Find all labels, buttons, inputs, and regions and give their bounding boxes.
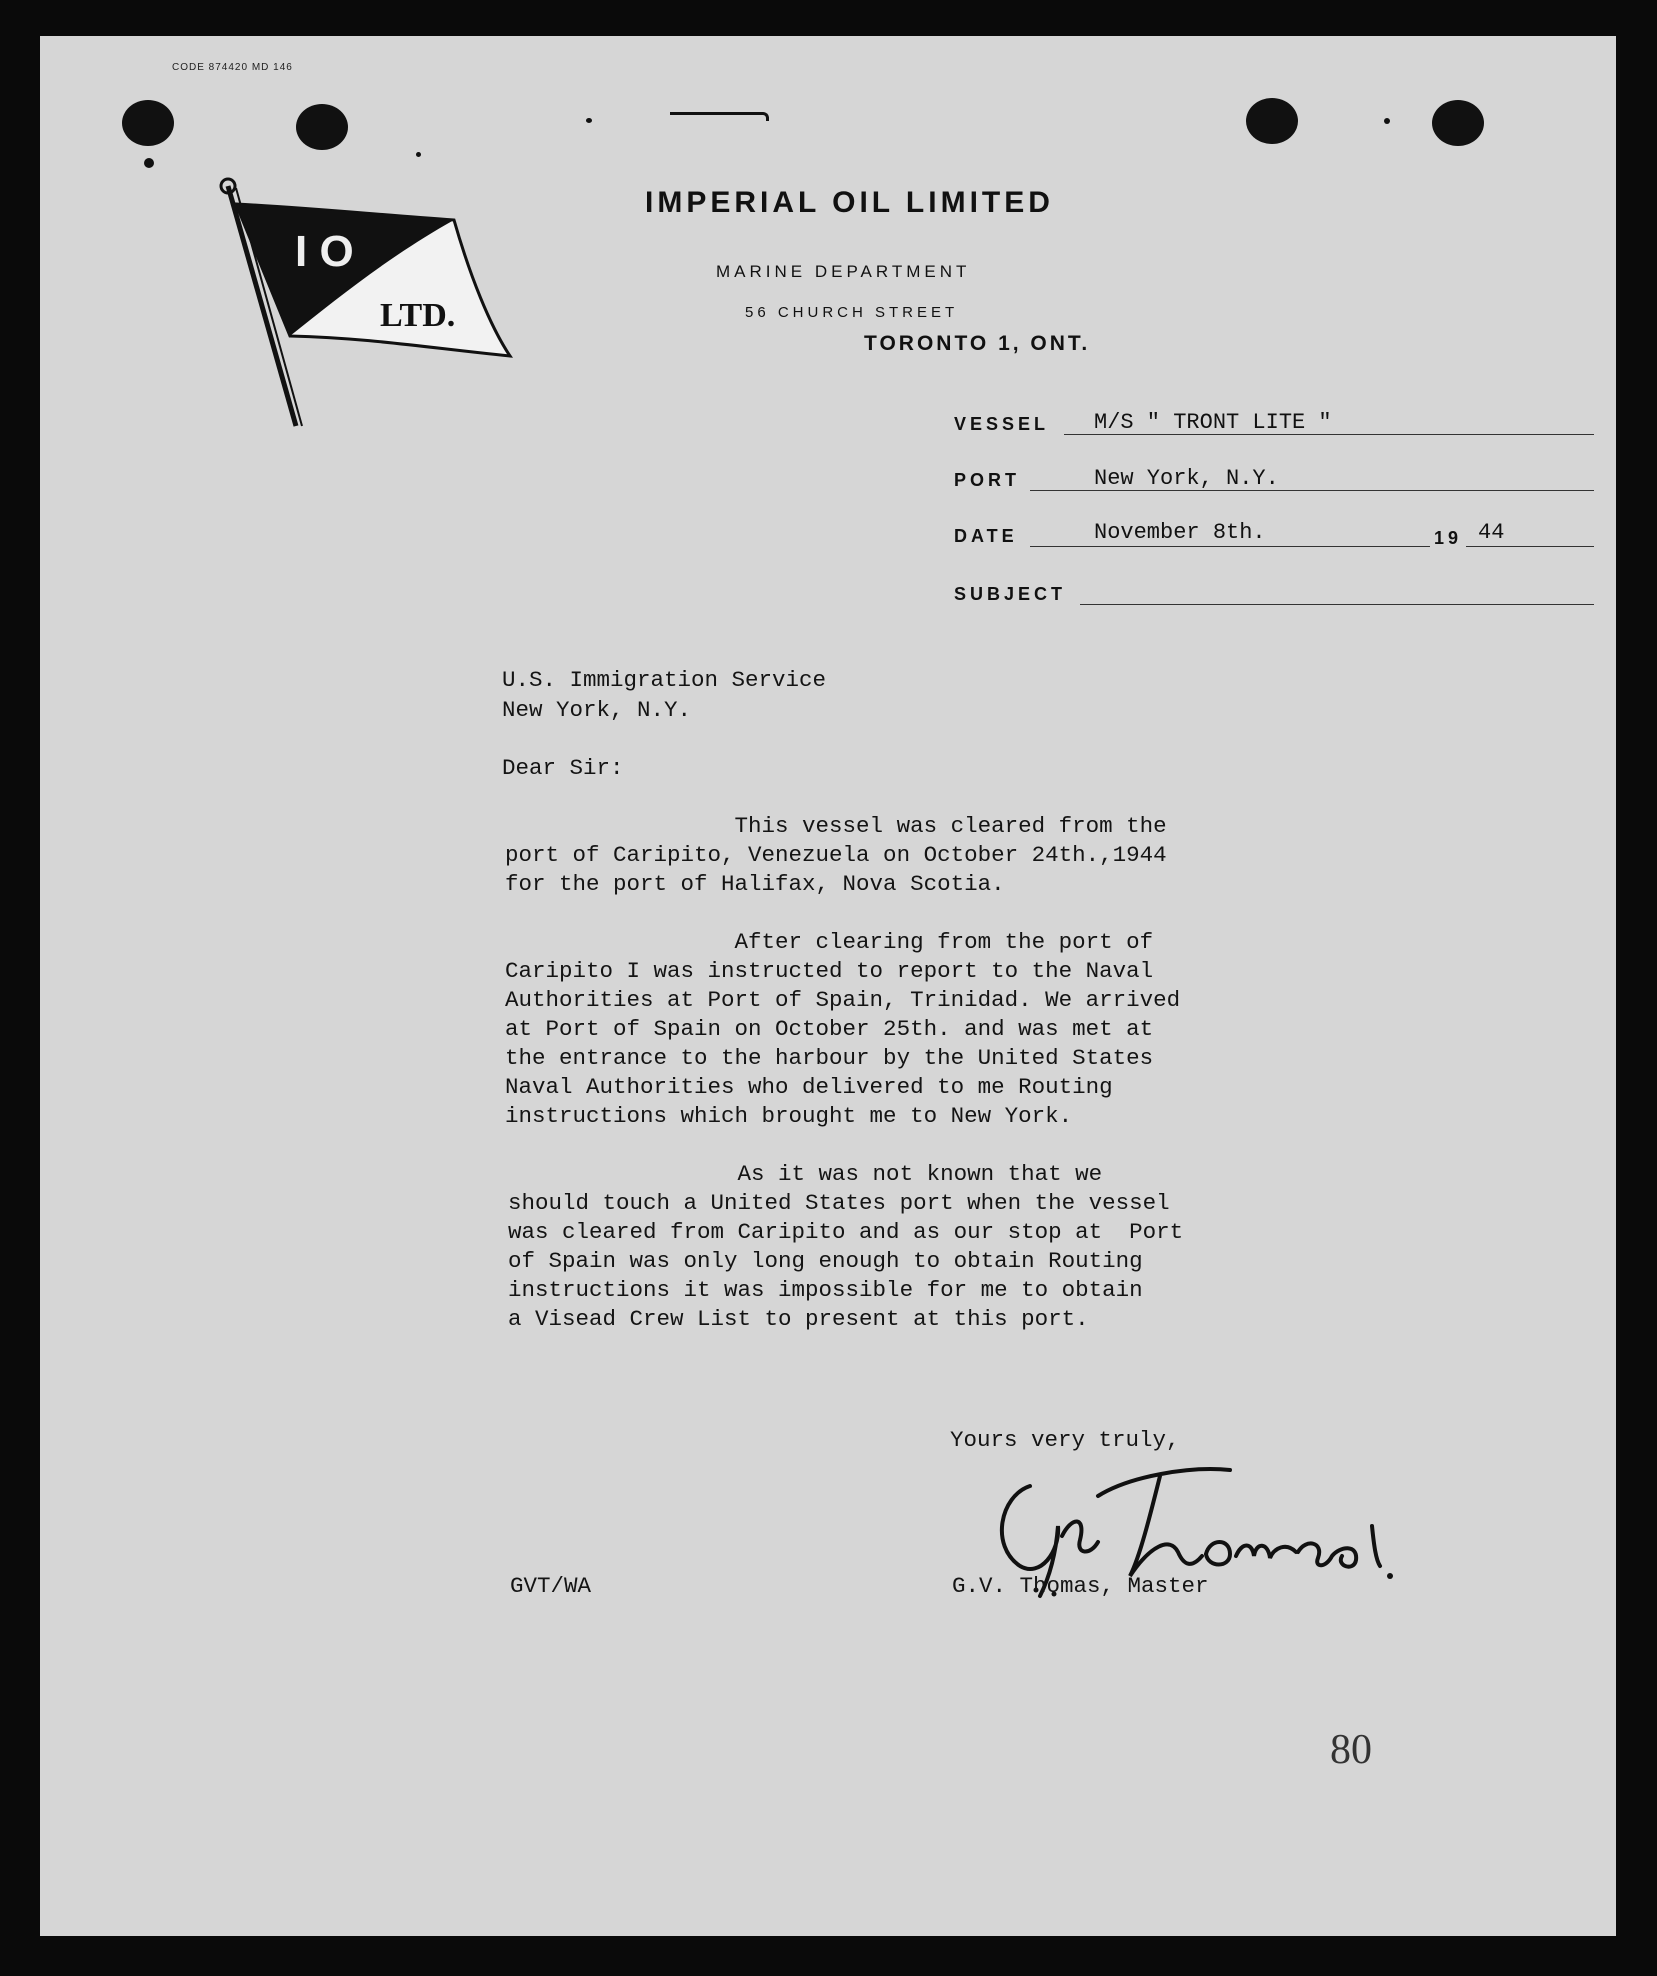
typist-initials: GVT/WA [510,1573,592,1599]
paragraph-1: This vessel was cleared from the port of Caripito, Venezuela on October 24th.,1944 for the port of Halifax, Nova Scotia. [505,813,1167,897]
page-number: 80 [1330,1727,1372,1773]
letter-page [40,36,1616,1936]
salutation: Dear Sir: [502,755,624,781]
flag-bottom-text: LTD. [380,297,456,334]
date-value: November 8th. [1094,520,1266,545]
company-name: IMPERIAL OIL LIMITED [645,186,1054,219]
flag-top-text: I O [295,227,354,276]
form-code: CODE 874420 MD 146 [172,62,293,73]
date-line [1030,546,1594,547]
punch-hole-1 [122,100,174,146]
speck [586,118,592,123]
subject-line [1080,604,1594,605]
vessel-label: VESSEL [954,414,1050,434]
signer-name: G.V. Thomas, Master [952,1573,1209,1599]
port-value: New York, N.Y. [1094,466,1279,491]
port-label: PORT [954,470,1021,490]
punch-hole-3 [1246,98,1298,144]
date-label: DATE [954,526,1018,546]
ink-stroke [670,112,769,121]
addressee-line-2: New York, N.Y. [502,697,692,723]
city-address: TORONTO 1, ONT. [864,332,1091,355]
department-name: MARINE DEPARTMENT [716,262,971,281]
year-prefix: 19 [1430,528,1466,549]
subject-label: SUBJECT [954,584,1067,604]
addressee-line-1: U.S. Immigration Service [502,667,827,693]
imperial-oil-flag-logo [170,136,530,456]
paragraph-3: As it was not known that we should touch a United States port when the vessel was cleared from Caripito and as our stop at Port of Spain was only long enough to obtain Routing instructions it was impossible for me to obtain a Visead Crew List to present at this port. [508,1161,1184,1332]
paragraph-2: After clearing from the port of Caripito I was instructed to report to the Naval Authorities at Port of Spain, Trinidad. We arrived at Port of Spain on October 25th. and was met at the entrance to the harbour by the United States Naval Authorities who delivered to me Routing instructions which brought me to New York. [505,929,1181,1129]
street-address: 56 CHURCH STREET [745,304,959,321]
year-suffix: 44 [1478,520,1505,545]
speck [144,158,154,168]
vessel-value: M/S " TRONT LITE " [1094,410,1332,435]
punch-hole-4 [1432,100,1484,146]
closing: Yours very truly, [950,1427,1180,1453]
speck [1384,118,1390,124]
